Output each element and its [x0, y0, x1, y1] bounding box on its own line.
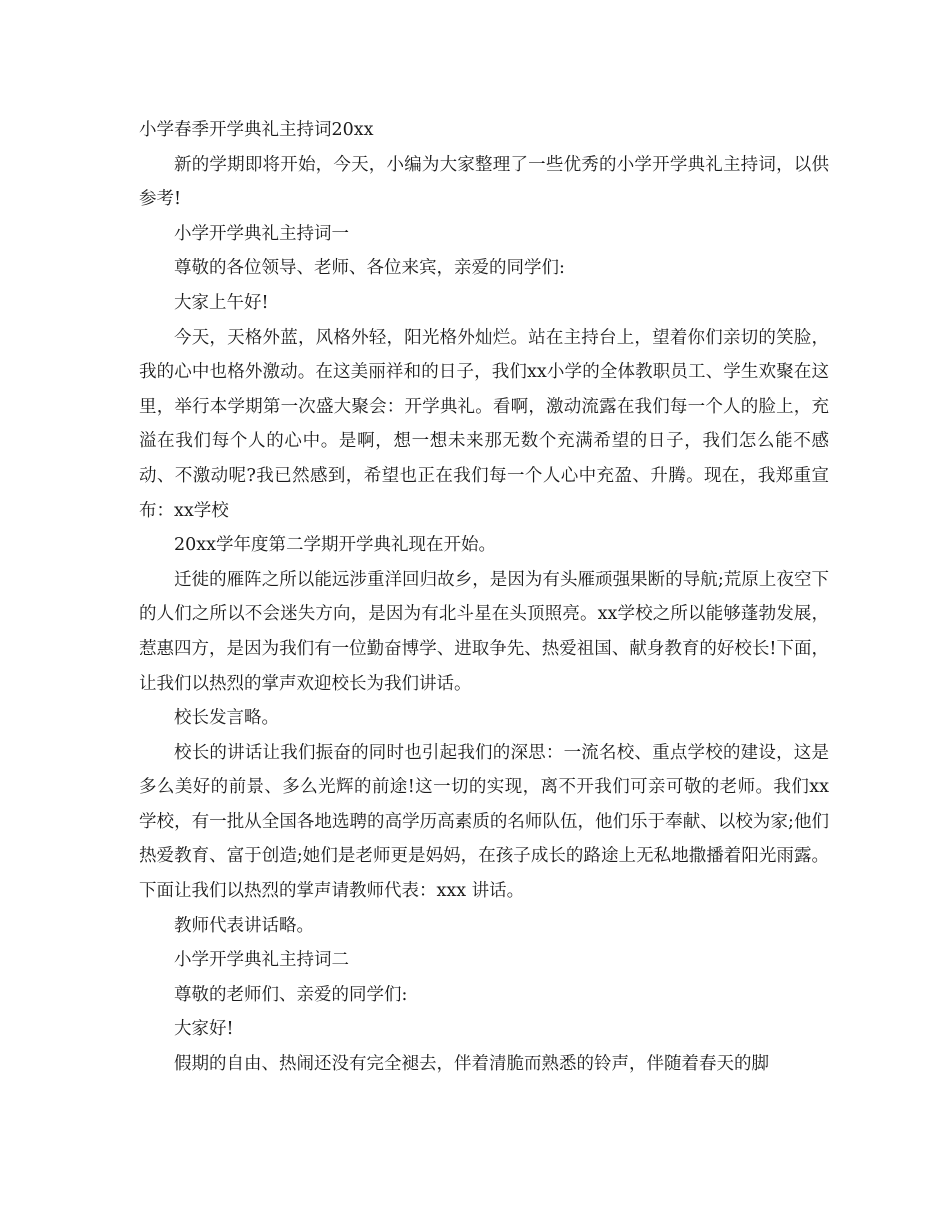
paragraph-principal-intro: 迁徙的雁阵之所以能远涉重洋回归故乡，是因为有头雁顽强果断的导航;荒原上夜空下的人们之所以不会迷失方向，是因为有北斗星在头顶照亮。xx学校之所以能够蓬勃发展，惹惠四方，是因为我们有一位勤奋博学、进取争先、热爱祖国、献身教育的好校长!下面，让我们以热烈的掌声欢迎校长为我们讲话。 — [139, 569, 829, 694]
paragraph-salutation-two: 尊敬的老师们、亲爱的同学们: — [174, 984, 408, 1005]
paragraph-greeting-one: 大家上午好! — [174, 292, 269, 313]
paragraph-teacher-speech: 教师代表讲话略。 — [174, 915, 314, 936]
document-body — [139, 113, 829, 1082]
paragraph-principal-speech: 校长发言略。 — [174, 708, 279, 729]
paragraph-greeting-two: 大家好! — [174, 1019, 234, 1040]
paragraph-opening: 今天，天格外蓝，风格外轻，阳光格外灿烂。站在主持台上，望着你们亲切的笑脸，我的心中也格外激动。在这美丽祥和的日子，我们xx小学的全体教职员工、学生欢聚在这里，举行本学期第一次盛大聚会：开学典礼。看啊，激动流露在我们每一个人的脸上，充溢在我们每个人的心中。是啊，想一想未来那无数个充满希望的日子，我们怎么能不感动、不激动呢?我已然感到，希望也正在我们每一个人心中充盈、升腾。现在，我郑重宣布：xx学校 — [139, 327, 829, 521]
paragraph-salutation-one: 尊敬的各位领导、老师、各位来宾，亲爱的同学们: — [174, 258, 565, 279]
paragraph-holiday: 假期的自由、热闹还没有完全褪去，伴着清脆而熟悉的铃声，伴随着春天的脚 — [174, 1054, 769, 1075]
paragraph-intro: 新的学期即将开始，今天，小编为大家整理了一些优秀的小学开学典礼主持词，以供参考! — [139, 154, 829, 210]
paragraph-announcement: 20xx学年度第二学期开学典礼现在开始。 — [174, 535, 497, 556]
paragraph-teacher-intro: 校长的讲话让我们振奋的同时也引起我们的深思：一流名校、重点学校的建设，这是多么美好的前景、多么光辉的前途!这一切的实现，离不开我们可亲可敬的老师。我们xx学校，有一批从全国各地选聘的高学历高素质的名师队伍，他们乐于奉献、以校为家;他们热爱教育、富于创造;她们是老师更是妈妈，在孩子成长的路途上无私地撒播着阳光雨露。下面让我们以热烈的掌声请教师代表：xxx 讲话。 — [139, 742, 829, 902]
document-title: 小学春季开学典礼主持词20xx — [139, 120, 374, 140]
section-heading-two: 小学开学典礼主持词二 — [174, 950, 349, 971]
section-heading-one: 小学开学典礼主持词一 — [174, 223, 349, 244]
